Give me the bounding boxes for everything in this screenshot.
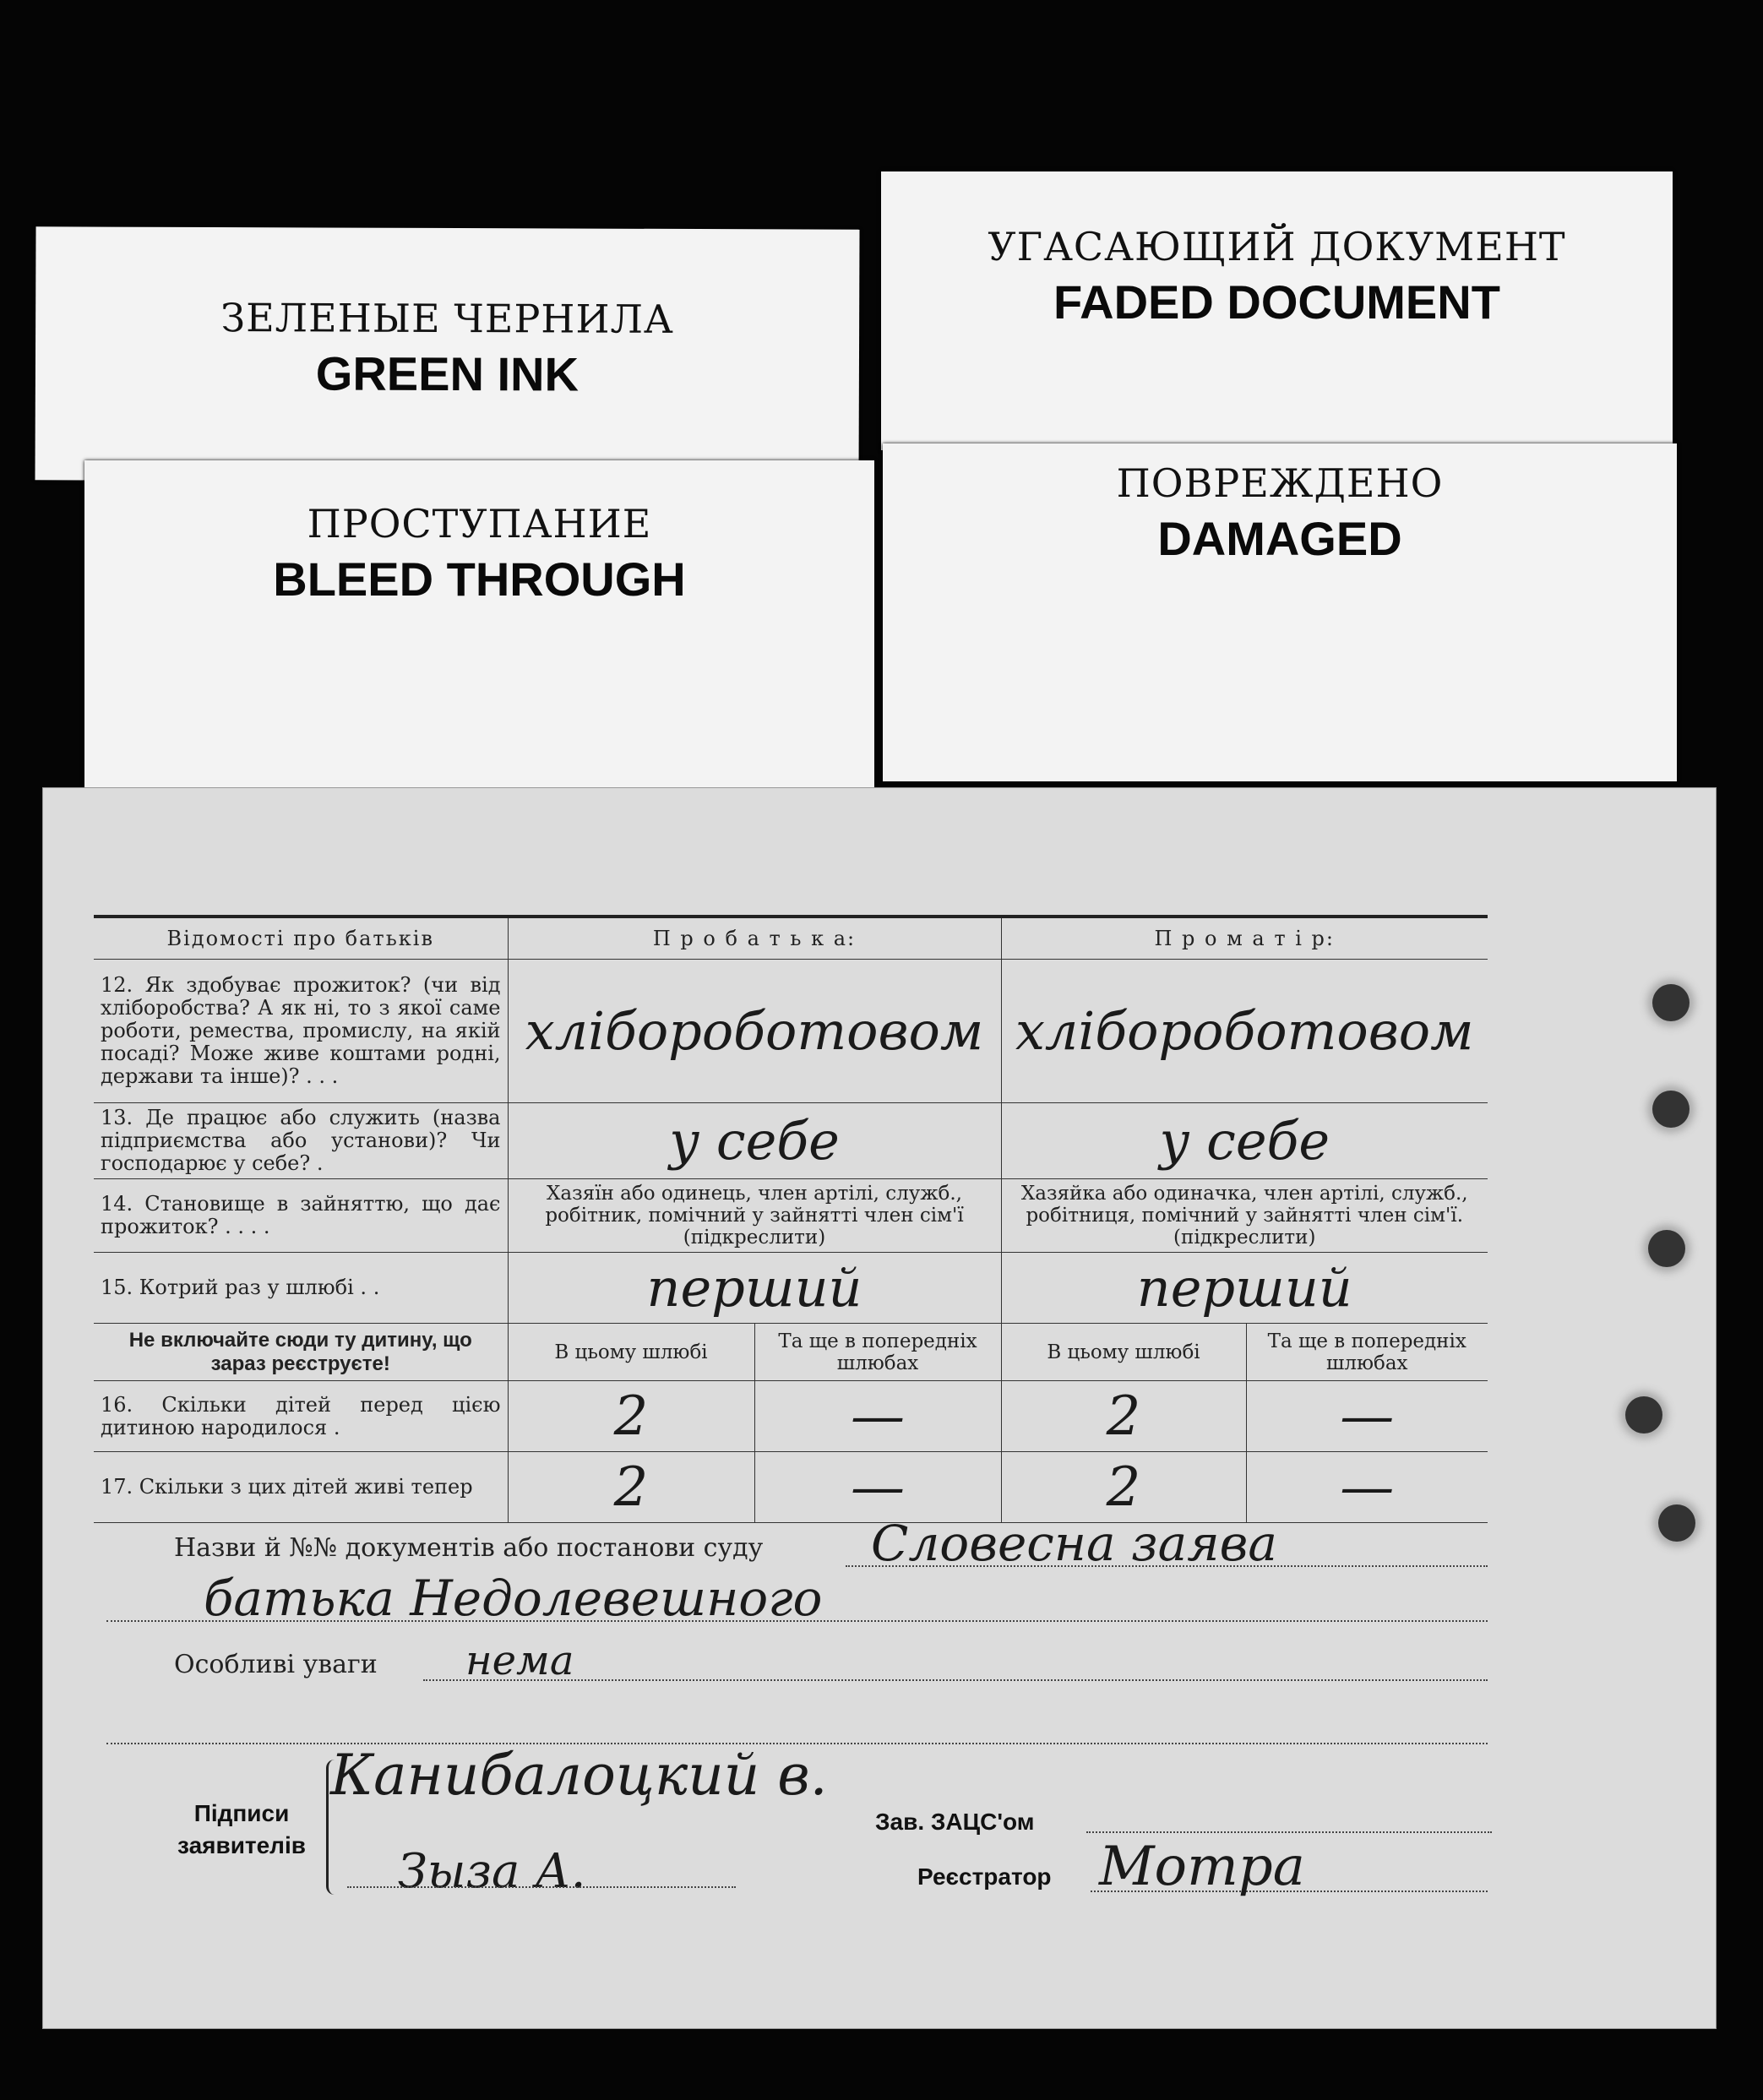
table-row [94,1452,1488,1523]
header-mother: П р о м а т і р: [1001,917,1488,960]
bleed-through-card [84,460,874,790]
punch-hole [1648,1230,1685,1267]
q13-father: у себе [508,1103,1001,1179]
green-ink-ru: ЗЕЛЕНЫЕ ЧЕРНИЛА [220,295,674,342]
q14-mother: Хазяйка або одиначка, член артілі, служб., робітниця, помічний у зайнятті член сім'ї. (підкреслити) [1001,1179,1488,1253]
registrar-signature: Мотра [1099,1836,1305,1898]
damaged-en: DAMAGED [1157,512,1402,565]
signature-bracket [326,1760,342,1895]
q12-father: хлібороботовом [508,960,1001,1103]
father-this-marriage: В цьому шлюбі [508,1324,754,1381]
green-ink-card [35,226,859,482]
table-header-row [94,917,1488,960]
q15-mother: перший [1001,1253,1488,1324]
faded-en: FADED DOCUMENT [1053,275,1500,329]
q14-label: 14. Становище в зайняттю, що дає прожиток? . . . . [94,1179,508,1253]
damaged-ru: ПОВРЕЖДЕНО [1116,460,1444,506]
table-row [94,1253,1488,1324]
punch-hole [1652,1091,1690,1128]
applicant-signature-1: Канибалоцкий в. [330,1743,828,1808]
applicant-signature-2: Зыза А. [398,1844,586,1899]
applicant-signature-line-2 [347,1886,736,1888]
table-row [94,1324,1488,1381]
q17-v3: 2 [1001,1452,1246,1523]
q13-mother: у себе [1001,1103,1488,1179]
punch-hole [1652,984,1690,1021]
q12-label: 12. Як здобуває прожиток? (чи від хліборобства? А як ні, то з якої саме роботи, ремества, промислу, на якій посаді? Може живе коштами родні, держави та інше)? . . . [94,960,508,1103]
punch-hole [1625,1396,1662,1434]
documents-label: Назви й №№ документів або постанови суду [174,1533,764,1563]
green-ink-en: GREEN INK [315,346,580,401]
q12-mother: хлібороботовом [1001,960,1488,1103]
head-label: Зав. ЗАЦС'ом [875,1809,1035,1835]
q17-label: 17. Скільки з цих дітей живі тепер [94,1452,508,1523]
q15-label: 15. Котрий раз у шлюбі . . [94,1253,508,1324]
q17-v4: — [1246,1452,1488,1523]
father-prev-marriages: Та ще в попередніх шлюбах [754,1324,1001,1381]
mother-prev-marriages: Та ще в попередніх шлюбах [1246,1324,1488,1381]
special-notes-line [423,1679,1488,1681]
special-notes-value: нема [465,1637,574,1684]
mother-this-marriage: В цьому шлюбі [1001,1324,1246,1381]
documents-value-2: батька Недолевешного [204,1570,823,1627]
table-row [94,1103,1488,1179]
exclude-note: Не включайте сюди ту дитину, що зараз реєструєте! [94,1324,508,1381]
table-row [94,1381,1488,1452]
q17-v1: 2 [508,1452,754,1523]
q16-v2: — [754,1381,1001,1452]
q13-label: 13. Де працює або служить (назва підприємства або установи)? Чи господарює у себе? . [94,1103,508,1179]
header-parents-info: Відомості про батьків [94,917,508,960]
faded-document-card [881,171,1673,450]
registrar-label: Реєстратор [917,1863,1052,1890]
q14-father: Хазяїн або одинець, член артілі, служб., робітник, помічний у зайнятті член сім'ї (підкреслити) [508,1179,1001,1253]
q16-v1: 2 [508,1381,754,1452]
bleed-ru: ПРОСТУПАНИЕ [307,501,652,547]
damaged-card [883,443,1677,781]
q16-label: 16. Скільки дітей перед цією дитиною народилося . [94,1381,508,1452]
table-row [94,960,1488,1103]
head-signature-line [1086,1831,1492,1833]
documents-value-1: Словесна заява [871,1515,1277,1572]
record-form [42,787,1717,2029]
bleed-en: BLEED THROUGH [273,552,686,606]
q16-v3: 2 [1001,1381,1246,1452]
applicant-signatures-label: Підписи заявителів [177,1800,306,1858]
punch-hole [1658,1504,1695,1542]
parents-info-table [94,915,1488,1523]
q16-v4: — [1246,1381,1488,1452]
special-notes-label: Особливі уваги [174,1650,378,1679]
q15-father: перший [508,1253,1001,1324]
table-row [94,1179,1488,1253]
header-father: П р о б а т ь к а: [508,917,1001,960]
faded-ru: УГАСАЮЩИЙ ДОКУМЕНТ [988,224,1566,269]
q17-v2: — [754,1452,1001,1523]
